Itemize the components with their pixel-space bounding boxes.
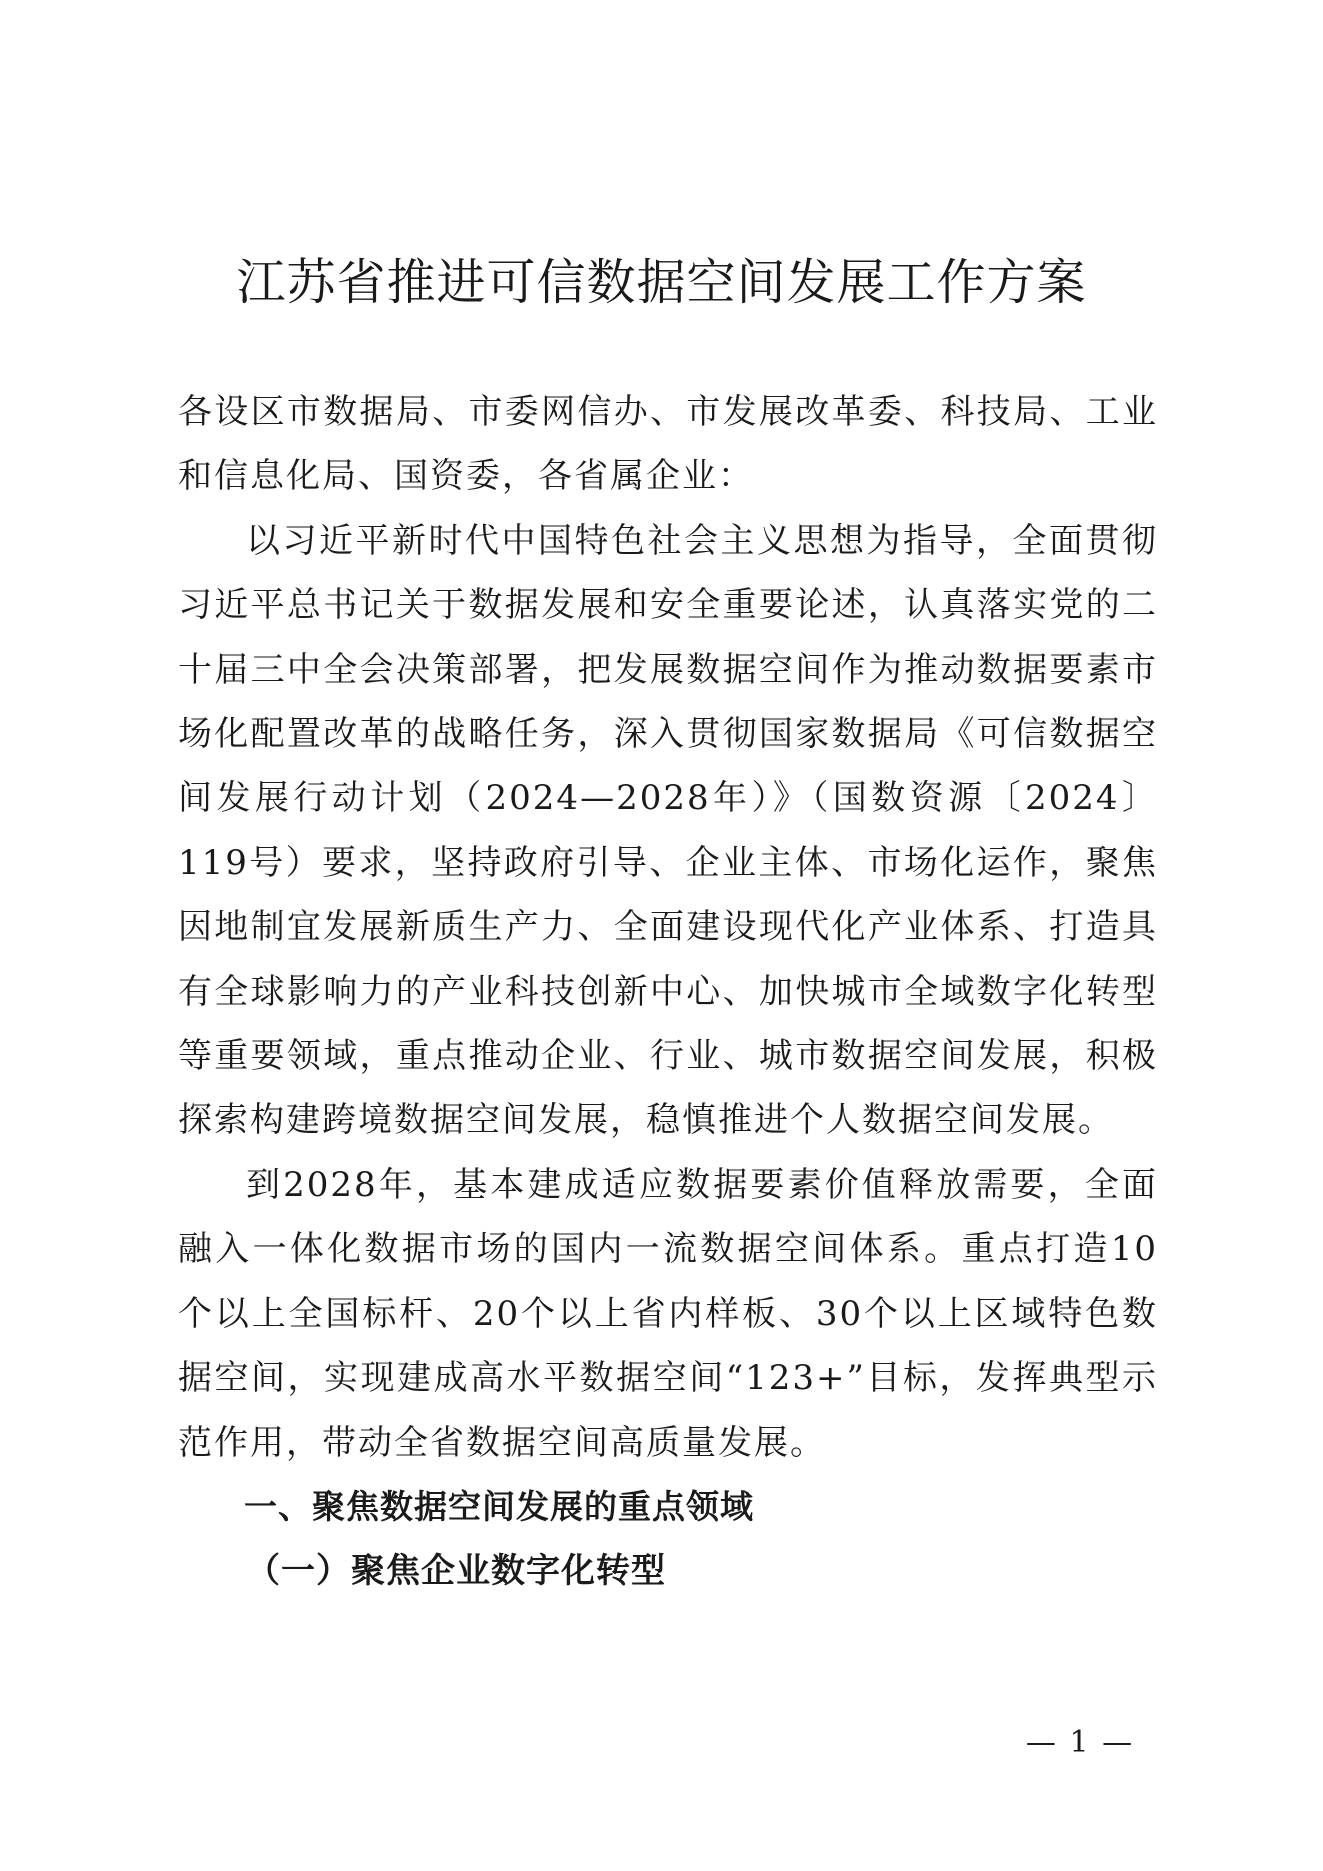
page-number: — 1 — — [1025, 1725, 1135, 1760]
section-heading: 一、聚焦数据空间发展的重点领域 — [244, 1486, 754, 1526]
document-body — [178, 380, 1158, 1604]
document-title: 江苏省推进可信数据空间发展工作方案 — [236, 254, 1087, 311]
body-paragraph: 以习近平新时代中国特色社会主义思想为指导，全面贯彻习近平总书记关于数据发展和安全重要论述，认真落实党的二十届三中全会决策部署，把发展数据空间作为推动数据要素市场化配置改革的战略任务，深入贯彻国家数据局《可信数据空间发展行动计划（2024—2028年）》（国数资源〔2024〕119号）要求，坚持政府引导、企业主体、市场化运作，聚焦因地制宜发展新质生产力、全面建设现代化产业体系、打造具有全球影响力的产业科技创新中心、加快城市全域数字化转型等重要领域，重点推动企业、行业、城市数据空间发展，积极探索构建跨境数据空间发展，稳慎推进个人数据空间发展。 — [178, 520, 1158, 1141]
body-paragraph: 到2028年，基本建成适应数据要素价值释放需要，全面融入一体化数据市场的国内一流数据空间体系。重点打造10个以上全国标杆、20个以上省内样板、30个以上区域特色数据空间，实现建成高水平数据空间“123+”目标，发挥典型示范作用，带动全省数据空间高质量发展。 — [178, 1164, 1158, 1463]
subsection-heading: （一）聚焦企业数字化转型 — [246, 1551, 666, 1592]
addressee: 各设区市数据局、市委网信办、市发展改革委、科技局、工业和信息化局、国资委，各省属企业： — [178, 392, 1158, 497]
